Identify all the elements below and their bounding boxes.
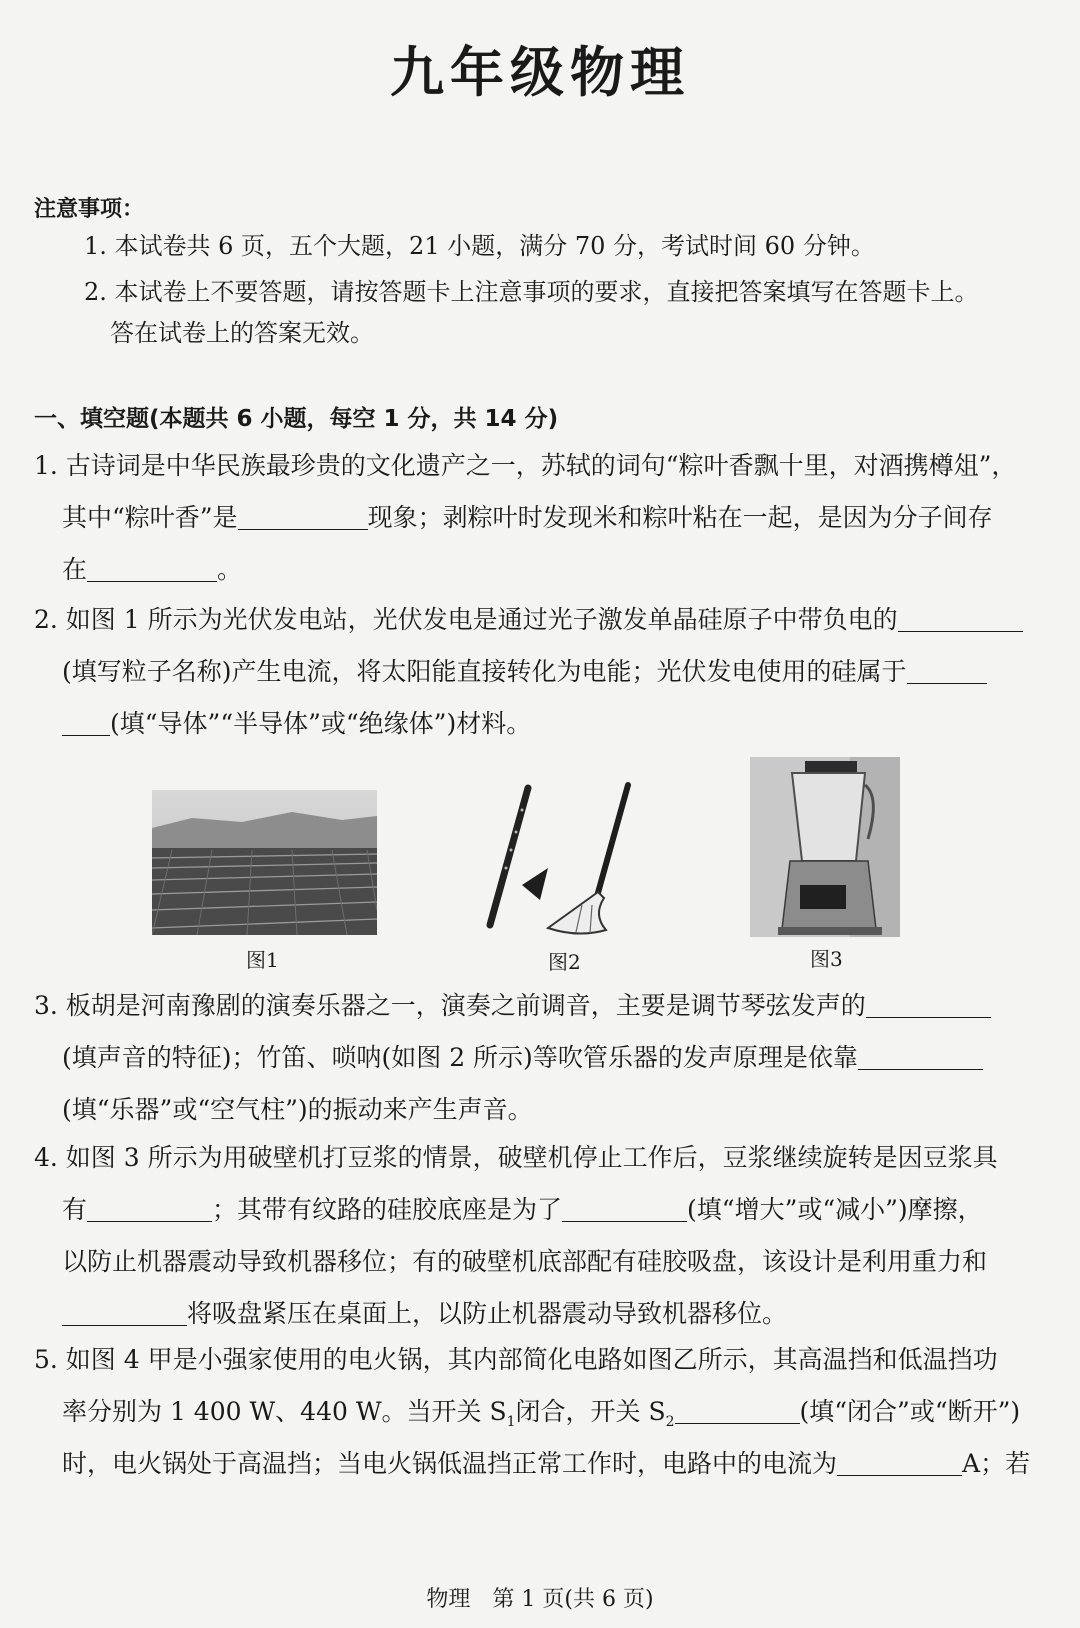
q3-blank-1 [866, 987, 991, 1018]
notice-heading: 注意事项： [34, 197, 145, 222]
q3-text-a: 3. 板胡是河南豫剧的演奏乐器之一，演奏之前调音，主要是调节琴弦发声的 [34, 991, 866, 1020]
q5-text-b: 闭合，开关 S [515, 1397, 666, 1426]
question-4 [34, 1132, 1054, 1340]
q4-text-d: 将吸盘紧压在桌面上，以防止机器震动导致机器移位。 [187, 1299, 788, 1328]
q5-text-e: A；若 [962, 1449, 1031, 1478]
page-footer: 物理 第 1 页(共 6 页) [426, 1587, 654, 1612]
section-1-heading: 一、填空题(本题共 6 小题，每空 1 分，共 14 分) [34, 406, 559, 432]
q1-blank-1 [238, 499, 368, 530]
q2-blank-2a [907, 653, 987, 684]
q4-line-4 [34, 1288, 1054, 1340]
q1-text-c: 在 [62, 555, 88, 584]
question-3 [34, 980, 1054, 1136]
q2-text-a: 2. 如图 1 所示为光伏发电站，光伏发电是通过光子激发单晶硅原子中带负电的 [34, 605, 898, 634]
q4-blank-3 [62, 1295, 187, 1326]
q4-line-1: 4. 如图 3 所示为用破壁机打豆浆的情景，破壁机停止工作后，豆浆继续旋转是因豆浆具 [34, 1143, 998, 1172]
q5-text-a: 率分别为 1 400 W、440 W。当开关 S [62, 1397, 507, 1426]
q4-text-c: (填“增大”或“减小”)摩擦， [687, 1195, 983, 1224]
q1-text-d: 。 [217, 555, 243, 584]
q5-blank-2 [837, 1445, 962, 1476]
q5-line-1: 5. 如图 4 甲是小强家使用的电火锅，其内部简化电路如图乙所示，其高温挡和低温挡功 [34, 1345, 998, 1374]
notice-item-1: 1. 本试卷共 6 页，五个大题，21 小题，满分 70 分，考试时间 60 分钟。 [84, 232, 875, 260]
q2-blank-2b [62, 705, 110, 736]
question-2 [34, 594, 1054, 750]
q5-line-2 [34, 1386, 1054, 1438]
q1-blank-2 [87, 551, 217, 582]
q5-text-d: 时，电火锅处于高温挡；当电火锅低温挡正常工作时，电路中的电流为 [62, 1449, 838, 1478]
q4-blank-2 [562, 1191, 687, 1222]
figure-3-blender-image [750, 757, 900, 937]
q2-line-1 [34, 594, 1054, 646]
q1-line-2 [34, 492, 1054, 544]
figure-2-flute-suona-image [478, 780, 638, 940]
q4-line-2 [34, 1184, 1054, 1236]
notice-item-2-cont: 答在试卷上的答案无效。 [110, 319, 374, 347]
q4-line-3: 以防止机器震动导致机器移位；有的破壁机底部配有硅胶吸盘，该设计是利用重力和 [62, 1247, 988, 1276]
q4-text-b: ；其带有纹路的硅胶底座是为了 [212, 1195, 563, 1224]
q3-blank-2 [858, 1039, 983, 1070]
q3-text-b: (填声音的特征)；竹笛、唢呐(如图 2 所示)等吹管乐器的发声原理是依靠 [62, 1043, 858, 1072]
q1-text-a: 其中“粽叶香”是 [62, 503, 238, 532]
figure-3-caption: 图3 [810, 947, 843, 971]
q5-line-3 [34, 1438, 1054, 1490]
q4-blank-1 [87, 1191, 212, 1222]
q1-line-3 [34, 544, 1054, 596]
q3-line-2 [34, 1032, 1054, 1084]
question-5 [34, 1334, 1054, 1490]
q5-sub-2: 2 [665, 1414, 675, 1430]
figure-2-caption: 图2 [548, 950, 581, 974]
q4-text-a: 有 [62, 1195, 88, 1224]
figure-1-caption: 图1 [246, 948, 279, 972]
q3-line-1 [34, 980, 1054, 1032]
notice-item-2: 2. 本试卷上不要答题，请按答题卡上注意事项的要求，直接把答案填写在答题卡上。 [84, 278, 979, 306]
q5-text-c: (填“闭合”或“断开”) [799, 1397, 1021, 1426]
figure-1-solar-farm-image [152, 790, 377, 935]
q2-line-2 [34, 646, 1054, 698]
page-title: 九年级物理 [390, 41, 690, 104]
question-1 [34, 440, 1054, 596]
q2-blank-1 [898, 601, 1023, 632]
q5-blank-1 [675, 1393, 800, 1424]
q1-text-b: 现象；剥粽叶时发现米和粽叶粘在一起，是因为分子间存 [367, 503, 993, 532]
q2-text-c: (填“导体”“半导体”或“绝缘体”)材料。 [110, 709, 532, 738]
q2-text-b: (填写粒子名称)产生电流，将太阳能直接转化为电能；光伏发电使用的硅属于 [62, 657, 907, 686]
q3-line-3: (填“乐器”或“空气柱”)的振动来产生声音。 [62, 1095, 533, 1124]
q1-line-1: 1. 古诗词是中华民族最珍贵的文化遗产之一，苏轼的词句“粽叶香飘十里，对酒携樽俎”， [34, 451, 1017, 480]
q5-sub-1: 1 [506, 1414, 516, 1430]
q2-line-3 [34, 698, 1054, 750]
